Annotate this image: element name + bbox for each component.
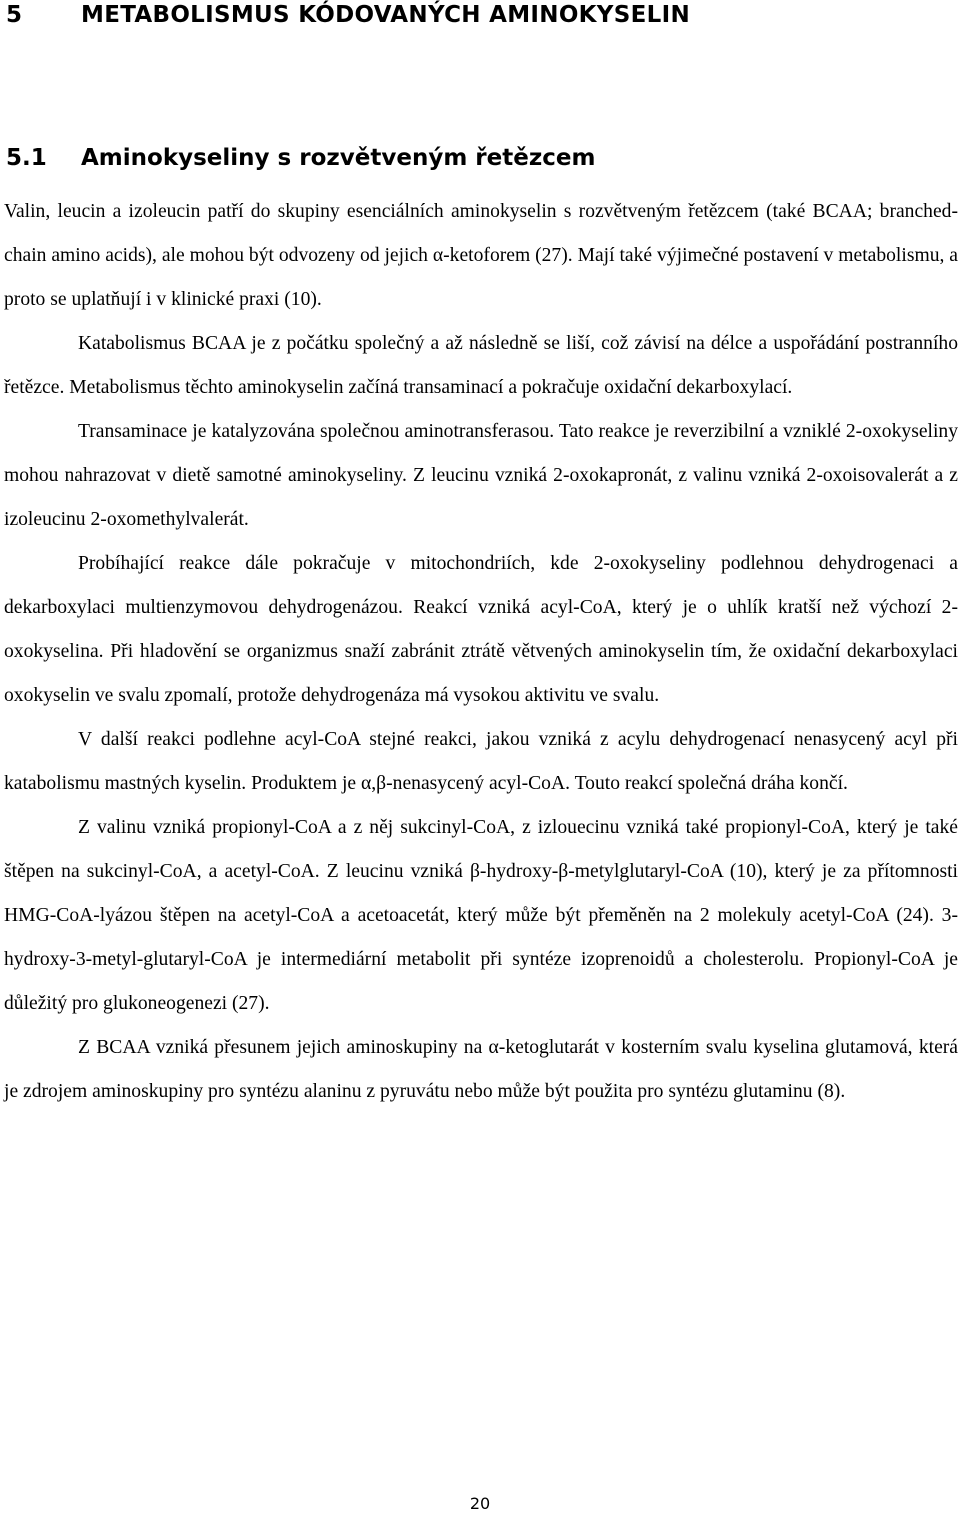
body-text (4, 190, 958, 1114)
section-heading (6, 145, 595, 171)
paragraph: Z valinu vzniká propionyl-CoA a z něj sukcinyl-CoA, z izlouecinu vzniká také propionyl-CoA, který je také štěpen na sukcinyl-CoA, a acetyl-CoA. Z leucinu vzniká β-hydroxy-β-metylglutaryl-CoA (10), který je za přítomnosti HMG-CoA-lyázou štěpen na acetyl-CoA a acetoacetát, který může být přeměněn na 2 molekuly acetyl-CoA (24). 3-hydroxy-3-metyl-glutaryl-CoA je intermediární metabolit při syntéze izoprenoidů a cholesterolu. Propionyl-CoA je důležitý pro glukoneogenezi (27). (4, 817, 958, 1014)
paragraph: Probíhající reakce dále pokračuje v mitochondriích, kde 2-oxokyseliny podlehnou dehydrogenaci a dekarboxylaci multienzymovou dehydrogenázou. Reakcí vzniká acyl-CoA, který je o uhlík kratší než výchozí 2-oxokyselina. Při hladovění se organizmus snaží zabránit ztrátě větvených aminokyselin tím, že oxidační dekarboxylaci oxokyselin ve svalu zpomalí, protože dehydrogenáza má vysokou aktivitu ve svalu. (4, 553, 958, 706)
paragraph: Z BCAA vzniká přesunem jejich aminoskupiny na α-ketoglutarát v kosterním svalu kyselina glutamová, která je zdrojem aminoskupiny pro syntézu alaninu z pyruvátu nebo může být použita pro syntézu glutaminu (8). (4, 1037, 958, 1102)
section-title: Aminokyseliny s rozvětveným řetězcem (81, 145, 596, 171)
chapter-title: METABOLISMUS KÓDOVANÝCH AMINOKYSELIN (81, 2, 690, 28)
chapter-heading (6, 2, 690, 28)
chapter-number: 5 (6, 2, 23, 28)
page-number: 20 (469, 1494, 491, 1513)
paragraph: Valin, leucin a izoleucin patří do skupiny esenciálních aminokyselin s rozvětveným řetězcem (také BCAA; branched-chain amino acids), ale mohou být odvozeny od jejich α-ketoforem (27). Mají také výjimečné postavení v metabolismu, a proto se uplatňují i v klinické praxi (10). (4, 201, 958, 310)
paragraph: V další reakci podlehne acyl-CoA stejné reakci, jakou vzniká z acylu dehydrogenací nenasycený acyl při katabolismu mastných kyselin. Produktem je α,β-nenasycený acyl-CoA. Touto reakcí společná dráha končí. (4, 729, 958, 794)
section-number: 5.1 (6, 145, 47, 171)
paragraph: Katabolismus BCAA je z počátku společný a až následně se liší, což závisí na délce a uspořádání postranního řetězce. Metabolismus těchto aminokyselin začíná transaminací a pokračuje oxidační dekarboxylací. (4, 333, 958, 398)
paragraph: Transaminace je katalyzována společnou aminotransferasou. Tato reakce je reverzibilní a vzniklé 2-oxokyseliny mohou nahrazovat v dietě samotné aminokyseliny. Z leucinu vzniká 2-oxokapronát, z valinu vzniká 2-oxoisovalerát a z izoleucinu 2-oxomethylvalerát. (4, 421, 958, 530)
